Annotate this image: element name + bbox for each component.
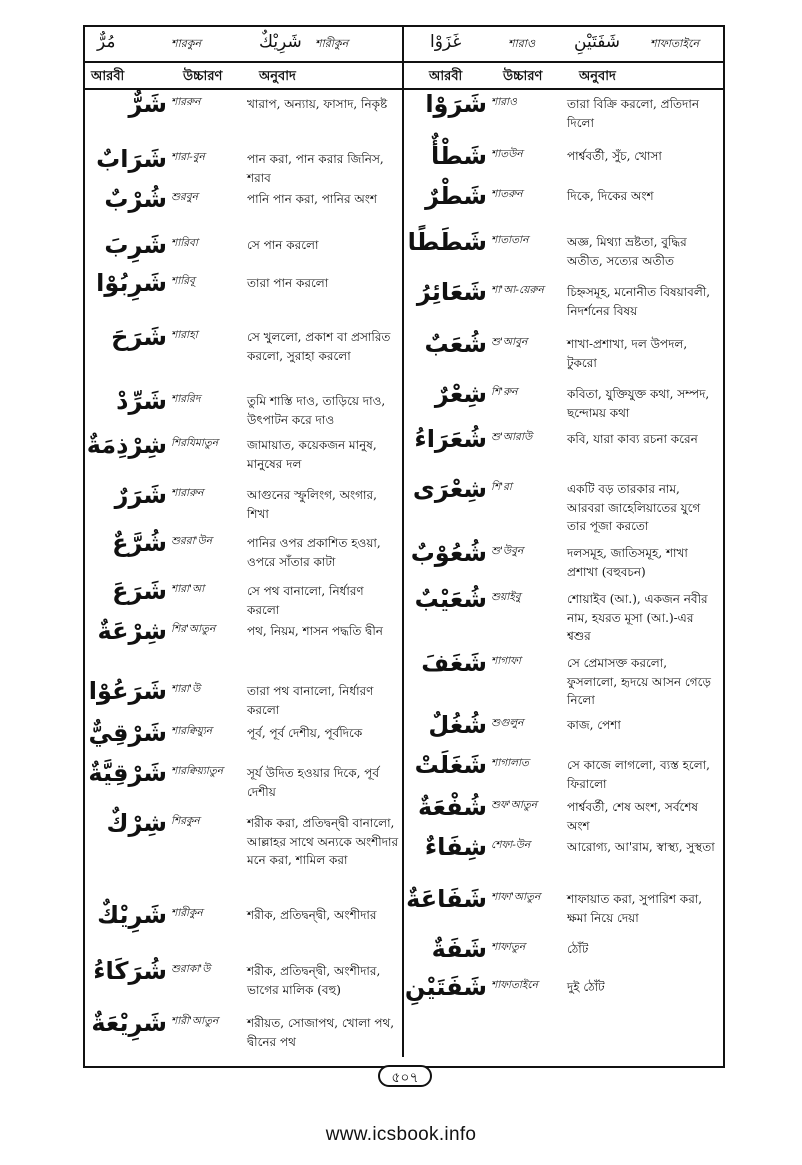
pronunciation: শাতউন [491, 148, 523, 160]
guide-right-last-arabic: شَفَتَيْنِ [574, 32, 621, 52]
arabic-word: شِرْذِمَةٌ [86, 431, 167, 459]
left-entry-row [85, 185, 403, 231]
meaning: দলসমূহ, জাতিসমূহ, শাখা প্রশাখা (বহুবচন) [567, 546, 688, 579]
meaning: অজ্ঞ, মিথ্যা ভ্রষ্টতা, বুদ্ধির অতীত, সত্যের অতীত [567, 235, 687, 268]
pronunciation: শুরবুন [171, 191, 198, 203]
right-header-arabic: আরবী [429, 69, 463, 84]
pronunciation: শুফ'আতুন [491, 799, 537, 811]
guide-right-first-pron: শারাও [508, 37, 536, 50]
arabic-word: شِفَاءٌ [424, 833, 487, 861]
pronunciation: শাফা'আতুন [491, 891, 541, 903]
pronunciation: শেফা-উন [491, 839, 531, 851]
meaning: শাখা-প্রশাখা, দল উপদল, টুকরো [567, 337, 688, 370]
pronunciation: শারীকুন [171, 907, 203, 919]
guide-right [404, 25, 725, 61]
pronunciation: শি'রা [491, 481, 512, 493]
meaning: পান করা, পান করার জিনিস, শরাব [247, 152, 384, 185]
arabic-word: شَرَعُوْا [88, 677, 167, 705]
meaning: সে কাজে লাগলো, ব্যস্ত হলো, ফিরালো [567, 758, 710, 791]
meaning: পথ, নিয়ম, শাসন পদ্ধতি দ্বীন [247, 624, 383, 638]
meaning: একটি বড় তারকার নাম, আরবরা জাহেলিয়াতের যুগে তার পূজা করতো [567, 482, 701, 534]
right-entry-row [405, 90, 723, 142]
meaning: তারা পান করলো [247, 276, 329, 290]
arabic-word: شَطْأٌ [431, 142, 487, 170]
meaning: দিকে, দিকের অংশ [567, 189, 654, 203]
left-entry-row [85, 145, 403, 185]
arabic-word: شَرْقِيٌّ [88, 719, 167, 747]
meaning: পানির ওপর প্রকাশিত হওয়া, ওপরে সাঁতার কাটা [247, 536, 381, 569]
meaning: তুমি শাস্তি দাও, তাড়িয়ে দাও, উৎপাটন করে দাও [247, 394, 386, 427]
left-header-meaning: অনুবাদ [259, 69, 296, 84]
meaning: সে পথ বানালো, নির্ধারণ করলো [247, 584, 364, 617]
guide-right-last-pron: শাফাতাইনে [650, 37, 700, 50]
meaning: কাজ, পেশা [567, 718, 621, 732]
arabic-word: شُعُوْبٌ [410, 539, 487, 567]
guide-left [83, 25, 402, 61]
meaning: পূর্ব, পূর্ব দেশীয়, পূর্বদিকে [247, 726, 363, 740]
guide-left-first-arabic: مُرٌّ [97, 32, 116, 52]
pronunciation: শারা-বুন [171, 151, 205, 163]
arabic-word: شِعْرٌ [434, 380, 487, 408]
right-entry-list [405, 90, 723, 1023]
pronunciation: শুররা'উন [171, 535, 212, 547]
arabic-word: شَرِيْكٌ [97, 901, 167, 929]
left-entry-row [85, 759, 403, 809]
arabic-word: شَرَرٌ [114, 481, 167, 509]
pronunciation: শাররুন [171, 96, 201, 108]
pronunciation: শারিবা [171, 237, 198, 249]
arabic-word: شَفَةٌ [431, 935, 487, 963]
right-header-meaning: অনুবাদ [579, 69, 616, 84]
meaning: সে প্রেমাসক্ত করলো, ফুসলালো, হৃদয়ে আসন গেড়ে নিলো [567, 656, 711, 708]
arabic-word: شُرَكَاءُ [93, 957, 167, 985]
arabic-word: شُرْبٌ [104, 185, 167, 213]
right-entry-row [405, 142, 723, 182]
left-entry-row [85, 719, 403, 759]
meaning: শোয়াইব (আ.), একজন নবীর নাম, হযরত মূসা (আ.)-এর শ্বশুর [567, 592, 708, 644]
arabic-word: شَعَائِرُ [416, 278, 487, 306]
pronunciation: শাগালাত [491, 757, 529, 769]
arabic-word: شُعَرَاءُ [414, 425, 487, 453]
pronunciation: শু'আরাউ [491, 431, 533, 443]
left-entry-row [85, 577, 403, 617]
arabic-word: شَرِيْعَةٌ [91, 1009, 167, 1037]
meaning: পার্শ্ববর্তী, শেষ অংশ, সর্বশেষ অংশ [567, 800, 699, 833]
meaning: দুই ঠোঁট [567, 980, 605, 994]
pronunciation: শুয়াইবু [491, 591, 521, 603]
right-entry-row [405, 885, 723, 935]
pronunciation: শু'আবুন [491, 336, 528, 348]
column-header-row [83, 63, 725, 88]
arabic-word: شُعَبٌ [424, 330, 487, 358]
right-entry-row [405, 182, 723, 228]
pronunciation: শাফাতুন [491, 941, 526, 953]
meaning: পানি পান করা, পানির অংশ [247, 192, 378, 206]
left-entry-row [85, 677, 403, 719]
right-header-pron: উচ্চারণ [503, 69, 543, 84]
left-entry-row [85, 901, 403, 957]
meaning: তারা পথ বানালো, নির্ধারণ করলো [247, 684, 374, 717]
right-entry-row [405, 585, 723, 649]
arabic-word: شَرِّدْ [116, 387, 167, 415]
left-entry-row [85, 231, 403, 269]
left-header-arabic: আরবী [91, 69, 125, 84]
pronunciation: শাতরুন [491, 188, 523, 200]
pronunciation: শির'আতুন [171, 623, 216, 635]
arabic-word: شِعْرَى [412, 475, 487, 503]
pronunciation: শারক্বিয়্যাতুন [171, 765, 223, 777]
pronunciation: শুগুলুন [491, 717, 524, 729]
right-entry-row [405, 649, 723, 711]
pronunciation: শাফাতাইনে [491, 979, 538, 991]
left-entry-row [85, 617, 403, 677]
pronunciation: শুরাকা'উ [171, 963, 211, 975]
arabic-word: شُرَّعٌ [112, 529, 167, 557]
right-entry-row [405, 833, 723, 885]
pronunciation: শারিবূ [171, 275, 195, 287]
pronunciation: শারী'আতুন [171, 1015, 219, 1027]
arabic-word: شَغَلَتْ [414, 751, 487, 779]
left-entry-row [85, 323, 403, 387]
left-entry-row [85, 431, 403, 481]
meaning: ঠোঁট [567, 942, 589, 956]
arabic-word: شَرَوْا [425, 90, 487, 118]
right-entry-row [405, 793, 723, 833]
pronunciation: শা'আ-য়েরুন [491, 284, 544, 296]
meaning: তারা বিক্রি করলো, প্রতিদান দিলো [567, 97, 699, 130]
arabic-word: شُفْعَةٌ [418, 793, 487, 821]
meaning: কবি, যারা কাব্য রচনা করেন [567, 432, 698, 446]
meaning: সূর্য উদিত হওয়ার দিকে, পূর্ব দেশীয় [247, 766, 380, 799]
left-entry-row [85, 957, 403, 1009]
arabic-word: شَرَابٌ [96, 145, 167, 173]
right-entry-row [405, 278, 723, 330]
pronunciation: শারা'উ [171, 683, 201, 695]
meaning: আরোগ্য, আ'রাম, স্বাস্থ্য, সুস্থতা [567, 840, 715, 854]
left-header-pron: উচ্চারণ [183, 69, 223, 84]
arabic-word: شَغَفَ [421, 649, 487, 677]
arabic-word: شَرَحَ [111, 323, 167, 351]
page-number: ৫০৭ [378, 1065, 432, 1087]
pronunciation: শাগাফা [491, 655, 521, 667]
arabic-word: شِرْعَةٌ [97, 617, 167, 645]
arabic-word: شَرٌّ [128, 90, 167, 118]
pronunciation: শু'উবুন [491, 545, 524, 557]
left-entry-row [85, 1009, 403, 1069]
left-entry-row [85, 481, 403, 529]
guide-left-last-arabic: شَرِيْكٌ [259, 32, 302, 52]
arabic-word: شَرِبَ [104, 231, 167, 259]
meaning: সে পান করলো [247, 238, 319, 252]
meaning: শরীক, প্রতিদ্বন্দ্বী, অংশীদার, ভাগের মালিক (বহু) [247, 964, 381, 997]
guide-left-last-pron: শারীকুন [315, 37, 349, 50]
pronunciation: শারাহা [171, 329, 198, 341]
meaning: সে খুললো, প্রকাশ বা প্রসারিত করলো, সুরাহা করলো [247, 330, 391, 363]
pronunciation: শারক্বিয়্যুন [171, 725, 213, 737]
right-entry-row [405, 539, 723, 585]
guide-row [83, 25, 725, 61]
guide-right-first-arabic: غَزَوْا [430, 32, 462, 52]
pronunciation: শাতাতান [491, 234, 529, 246]
pronunciation: শারারুন [171, 487, 204, 499]
pronunciation: শিরযিমাতুন [171, 437, 219, 449]
left-entry-row [85, 90, 403, 145]
left-entry-row [85, 387, 403, 431]
arabic-word: شَرِبُوْا [96, 269, 167, 297]
meaning: শরীক করা, প্রতিদ্বন্দ্বী বানালো, আল্লাহর সাথে অন্যকে অংশীদার মনে করা, শামিল করা [247, 816, 399, 868]
arabic-word: شُعَيْبٌ [414, 585, 487, 613]
left-entry-row [85, 529, 403, 577]
right-entry-row [405, 751, 723, 793]
meaning: শরীয়ত, সোজাপথ, খোলা পথ, দ্বীনের পথ [247, 1016, 395, 1049]
meaning: খারাপ, অন্যায়, ফাসাদ, নিকৃষ্ট [247, 97, 388, 111]
arabic-word: شَفَاعَةٌ [406, 885, 487, 913]
left-entry-row [85, 269, 403, 323]
meaning: শাফায়াত করা, সুপারিশ করা, ক্ষমা নিয়ে দেয়া [567, 892, 703, 925]
meaning: আগুনের স্ফুলিংগ, অংগার, শিখা [247, 488, 377, 521]
arabic-word: شَرْقِيَّةٌ [88, 759, 167, 787]
pronunciation: শি'রুন [491, 386, 518, 398]
right-entry-row [405, 380, 723, 425]
arabic-word: شَطَطًا [407, 228, 487, 256]
right-entry-row [405, 425, 723, 475]
left-entry-list [85, 90, 403, 1069]
meaning: জামায়াত, কয়েকজন মানুষ, মানুষের দল [247, 438, 377, 471]
meaning: শরীক, প্রতিদ্বন্দ্বী, অংশীদার [247, 908, 377, 922]
meaning: চিহ্নসমূহ, মনোনীত বিষয়াবলী, নিদর্শনের বিষয় [567, 285, 711, 318]
guide-left-first-pron: শারকুন [171, 37, 202, 50]
pronunciation: শারা'আ [171, 583, 205, 595]
arabic-word: شَطْرٌ [425, 182, 487, 210]
footer-url: www.icsbook.info [325, 1124, 477, 1145]
arabic-word: شَرَعَ [112, 577, 167, 605]
arabic-word: شَفَتَيْنِ [404, 973, 487, 1001]
right-entry-row [405, 711, 723, 751]
pronunciation: শাররিদ [171, 393, 201, 405]
meaning: পার্শ্ববর্তী, সুঁচ, খোসা [567, 149, 662, 163]
right-entry-row [405, 935, 723, 973]
right-entry-row [405, 330, 723, 380]
meaning: কবিতা, যুক্তিযুক্ত কথা, সম্পদ, ছন্দোময় কথা [567, 387, 710, 420]
pronunciation: শারাও [491, 96, 517, 108]
right-entry-row [405, 973, 723, 1023]
right-entry-row [405, 228, 723, 278]
arabic-word: شُغُلٌ [428, 711, 487, 739]
right-entry-row [405, 475, 723, 539]
left-entry-row [85, 809, 403, 901]
pronunciation: শিরকুন [171, 815, 200, 827]
arabic-word: شِرْكٌ [106, 809, 167, 837]
